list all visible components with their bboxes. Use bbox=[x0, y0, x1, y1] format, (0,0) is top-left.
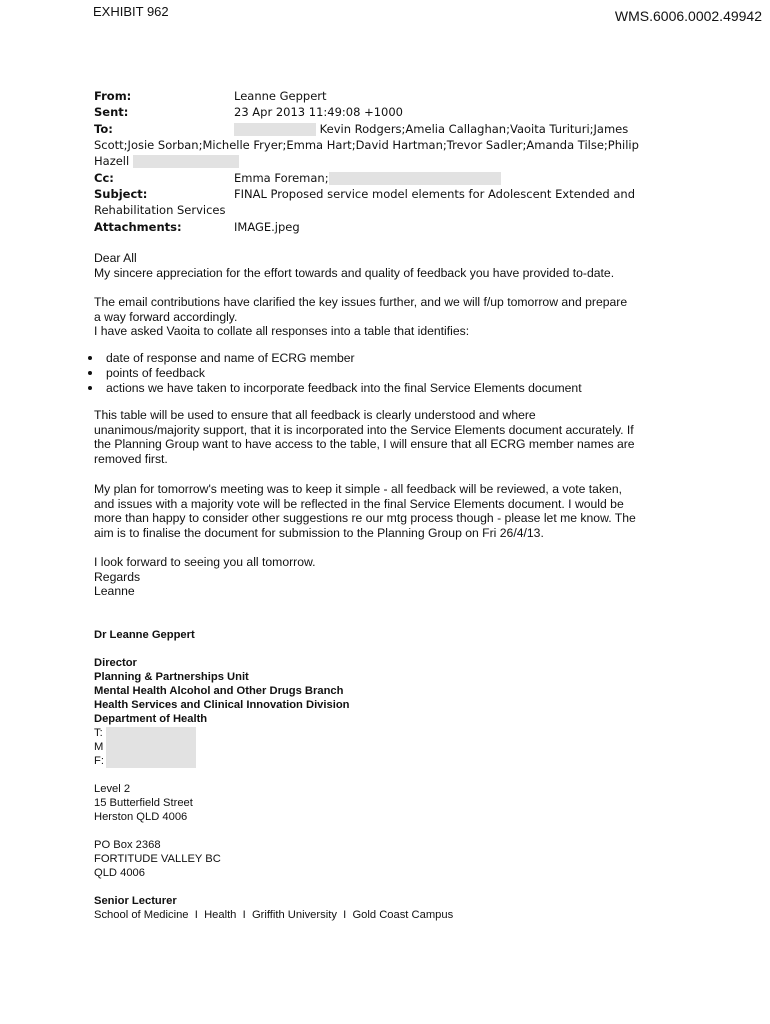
body-line: aim is to finalise the document for submission to the Planning Group on Fri 26/4/13. bbox=[94, 525, 544, 540]
phone-line: T: bbox=[94, 727, 103, 739]
signature-department: Department of Health bbox=[94, 713, 208, 725]
bullet-icon bbox=[88, 386, 92, 390]
subject-label: Subject: bbox=[94, 187, 148, 201]
regards: Regards bbox=[94, 569, 141, 584]
greeting: Dear All bbox=[94, 251, 137, 265]
bullet-icon bbox=[88, 356, 92, 360]
body-line: The email contributions have clarified the key issues further, and we will f/up tomorrow and prepare bbox=[94, 295, 628, 309]
closing bbox=[94, 555, 694, 599]
sent-label: Sent: bbox=[94, 105, 129, 119]
redaction-box bbox=[106, 727, 196, 768]
body-paragraph-6: I look forward to seeing you all tomorrow. bbox=[94, 555, 316, 569]
secondary-role bbox=[94, 894, 453, 922]
street-address: Level 2 15 Butterfield Street Herston QLD 4006 bbox=[94, 783, 193, 823]
bullet-icon bbox=[88, 371, 92, 375]
body-paragraph-2 bbox=[94, 295, 694, 339]
to-recipients-line3: Hazell bbox=[94, 154, 130, 168]
from-label: From: bbox=[94, 89, 132, 103]
signature-title: Director bbox=[94, 657, 137, 669]
body-paragraph-4 bbox=[94, 408, 694, 466]
subject-value-line1: FINAL Proposed service model elements for Adolescent Extended and bbox=[234, 187, 636, 201]
body-paragraph-3: I have asked Vaoita to collate all responses into a table that identifies: bbox=[94, 324, 470, 339]
redaction-box bbox=[133, 155, 239, 168]
attachments-label: Attachments: bbox=[94, 220, 182, 234]
redaction-box bbox=[234, 123, 316, 136]
document-id: WMS.6006.0002.49942 bbox=[614, 8, 762, 24]
body-line: and issues with a majority vote will be reflected in the final Service Elements document. I would be bbox=[94, 496, 624, 511]
postal-address: PO Box 2368 FORTITUDE VALLEY BC QLD 4006 bbox=[94, 839, 221, 879]
body-line: This table will be used to ensure that all feedback is clearly understood and where bbox=[94, 408, 536, 422]
signature-division: Health Services and Clinical Innovation Division bbox=[94, 699, 350, 711]
attachments-value: IMAGE.jpeg bbox=[234, 220, 300, 234]
sender-name: Leanne bbox=[94, 584, 135, 599]
body-paragraph-5 bbox=[94, 482, 694, 540]
mobile-line: M bbox=[94, 741, 104, 753]
body-line: My plan for tomorrow's meeting was to keep it simple - all feedback will be reviewed, a vote taken, bbox=[94, 482, 622, 496]
fax-line: F: bbox=[94, 755, 104, 767]
from-value: Leanne Geppert bbox=[234, 89, 327, 103]
body-line: unanimous/majority support, that it is incorporated into the Service Elements document accurately. If bbox=[94, 422, 634, 437]
cc-value: Emma Foreman; bbox=[234, 171, 329, 185]
exhibit-label: EXHIBIT 962 bbox=[93, 4, 169, 19]
cc-label: Cc: bbox=[94, 171, 114, 185]
body-line: the Planning Group want to have access to the table, I will ensure that all ECRG member names are bbox=[94, 437, 635, 452]
cc-value-wrap bbox=[234, 170, 501, 186]
subject-value-line2: Rehabilitation Services bbox=[94, 203, 226, 217]
body-line: more than happy to consider other suggestions re our mtg process though - please let me know. The bbox=[94, 511, 636, 526]
to-recipients-line1: Kevin Rodgers;Amelia Callaghan;Vaoita Turituri;James bbox=[319, 122, 629, 136]
to-recipients-line3-wrap bbox=[94, 153, 239, 169]
body-line: a way forward accordingly. bbox=[94, 309, 238, 324]
to-recipients-line2: Scott;Josie Sorban;Michelle Fryer;Emma Hart;David Hartman;Trevor Sadler;Amanda Tilse;Philip bbox=[94, 138, 639, 152]
school-affiliation: School of Medicine I Health I Griffith University I Gold Coast Campus bbox=[94, 909, 454, 921]
to-label: To: bbox=[94, 122, 113, 136]
redaction-box bbox=[329, 172, 501, 185]
sent-value: 23 Apr 2013 11:49:08 +1000 bbox=[234, 105, 403, 119]
signature-branch: Mental Health Alcohol and Other Drugs Branch bbox=[94, 685, 344, 697]
signature-unit: Planning & Partnerships Unit bbox=[94, 671, 249, 683]
body-paragraph-1: My sincere appreciation for the effort towards and quality of feedback you have provided to-date. bbox=[94, 266, 615, 280]
body-line: removed first. bbox=[94, 451, 168, 466]
to-value bbox=[234, 121, 628, 137]
senior-lecturer-title: Senior Lecturer bbox=[94, 895, 177, 907]
signature-name: Dr Leanne Geppert bbox=[94, 629, 195, 641]
